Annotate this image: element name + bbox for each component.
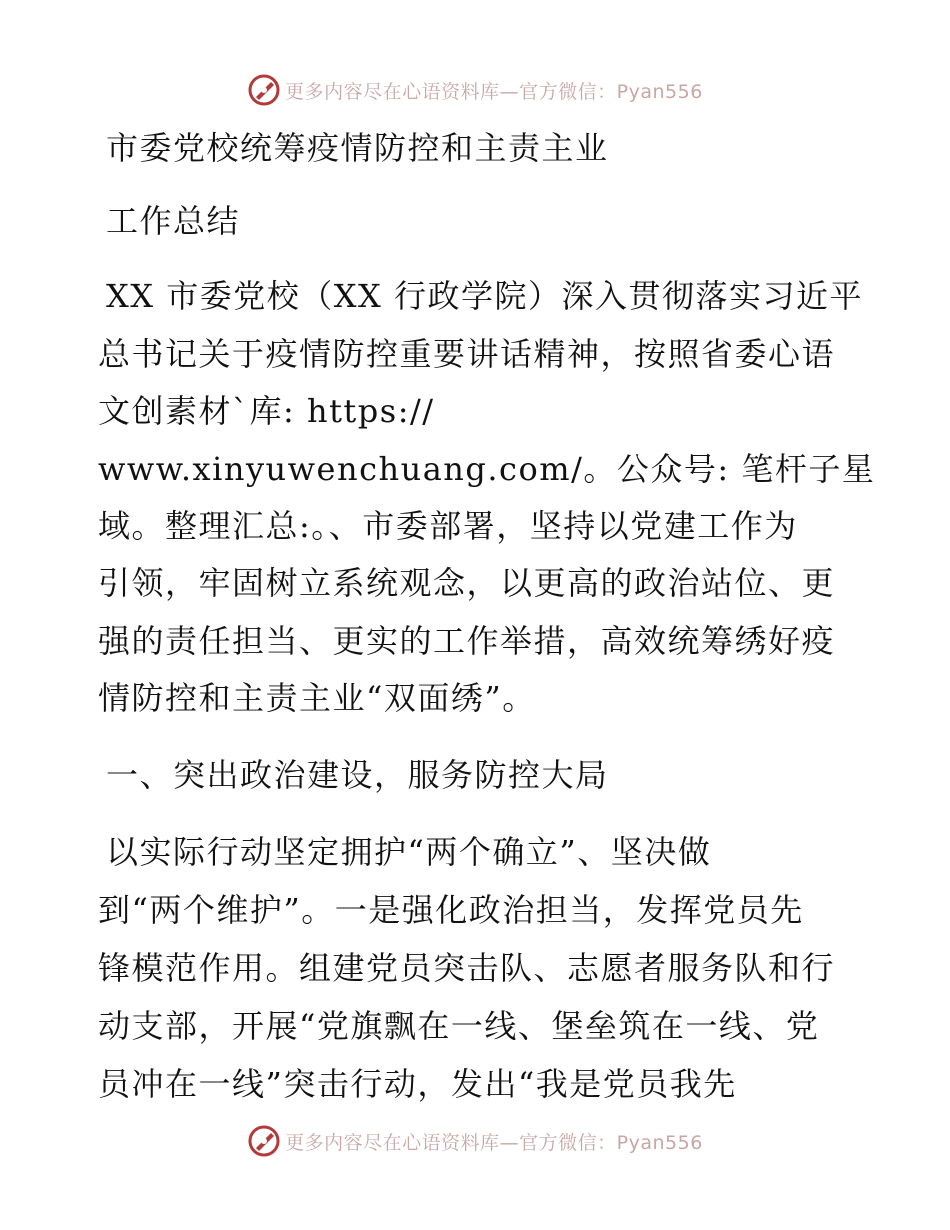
watermark-dash: — — [499, 80, 520, 103]
section-heading: 一、突出政治建设，服务防控大局 — [106, 756, 609, 794]
watermark-dash: — — [499, 1131, 520, 1154]
paragraph-line: 总书记关于疫情防控重要讲话精神，按照省委心语 — [98, 335, 836, 373]
paragraph-line: 员冲在一线”突击行动，发出“我是党员我先 — [98, 1065, 737, 1103]
paragraph-line: XX 市委党校（XX 行政学院）深入贯彻落实习近平 — [106, 277, 863, 315]
header-watermark — [0, 70, 950, 110]
watermark-text: 更多内容尽在心语资料库 — [285, 1131, 500, 1154]
watermark-wechat: 官方微信：Pyan556 — [519, 80, 703, 103]
paragraph-line: 强的责任担当、更实的工作举措，高效统筹绣好疫 — [98, 622, 836, 660]
paragraph-line: 动支部，开展“党旗飘在一线、堡垒筑在一线、党 — [98, 1007, 820, 1045]
brand-logo-icon — [247, 1124, 281, 1158]
paragraph-line: www.xinyuwenchuang.com/。公众号: 笔杆子星 — [98, 450, 876, 488]
document-title-line1: 市委党校统筹疫情防控和主责主业 — [106, 129, 609, 167]
watermark-text: 更多内容尽在心语资料库 — [285, 80, 500, 103]
paragraph-line: 锋模范作用。组建党员突击队、志愿者服务队和行 — [98, 949, 836, 987]
footer-watermark — [0, 1121, 950, 1161]
paragraph-line: 情防控和主责主业“双面绣”。 — [98, 679, 536, 717]
paragraph-line: 以实际行动坚定拥护“两个确立”、坚决做 — [106, 833, 712, 871]
document-title-line2: 工作总结 — [106, 202, 241, 240]
brand-logo-icon — [247, 73, 281, 107]
watermark-wechat: 官方微信：Pyan556 — [519, 1131, 703, 1154]
paragraph-line: 文创素材`库: https:// — [98, 392, 435, 430]
paragraph-line: 到“两个维护”。一是强化政治担当，发挥党员先 — [98, 891, 804, 929]
paragraph-line: 域。整理汇总:。、市委部署，坚持以党建工作为 — [98, 507, 798, 545]
paragraph-line: 引领，牢固树立系统观念，以更高的政治站位、更 — [98, 564, 836, 602]
